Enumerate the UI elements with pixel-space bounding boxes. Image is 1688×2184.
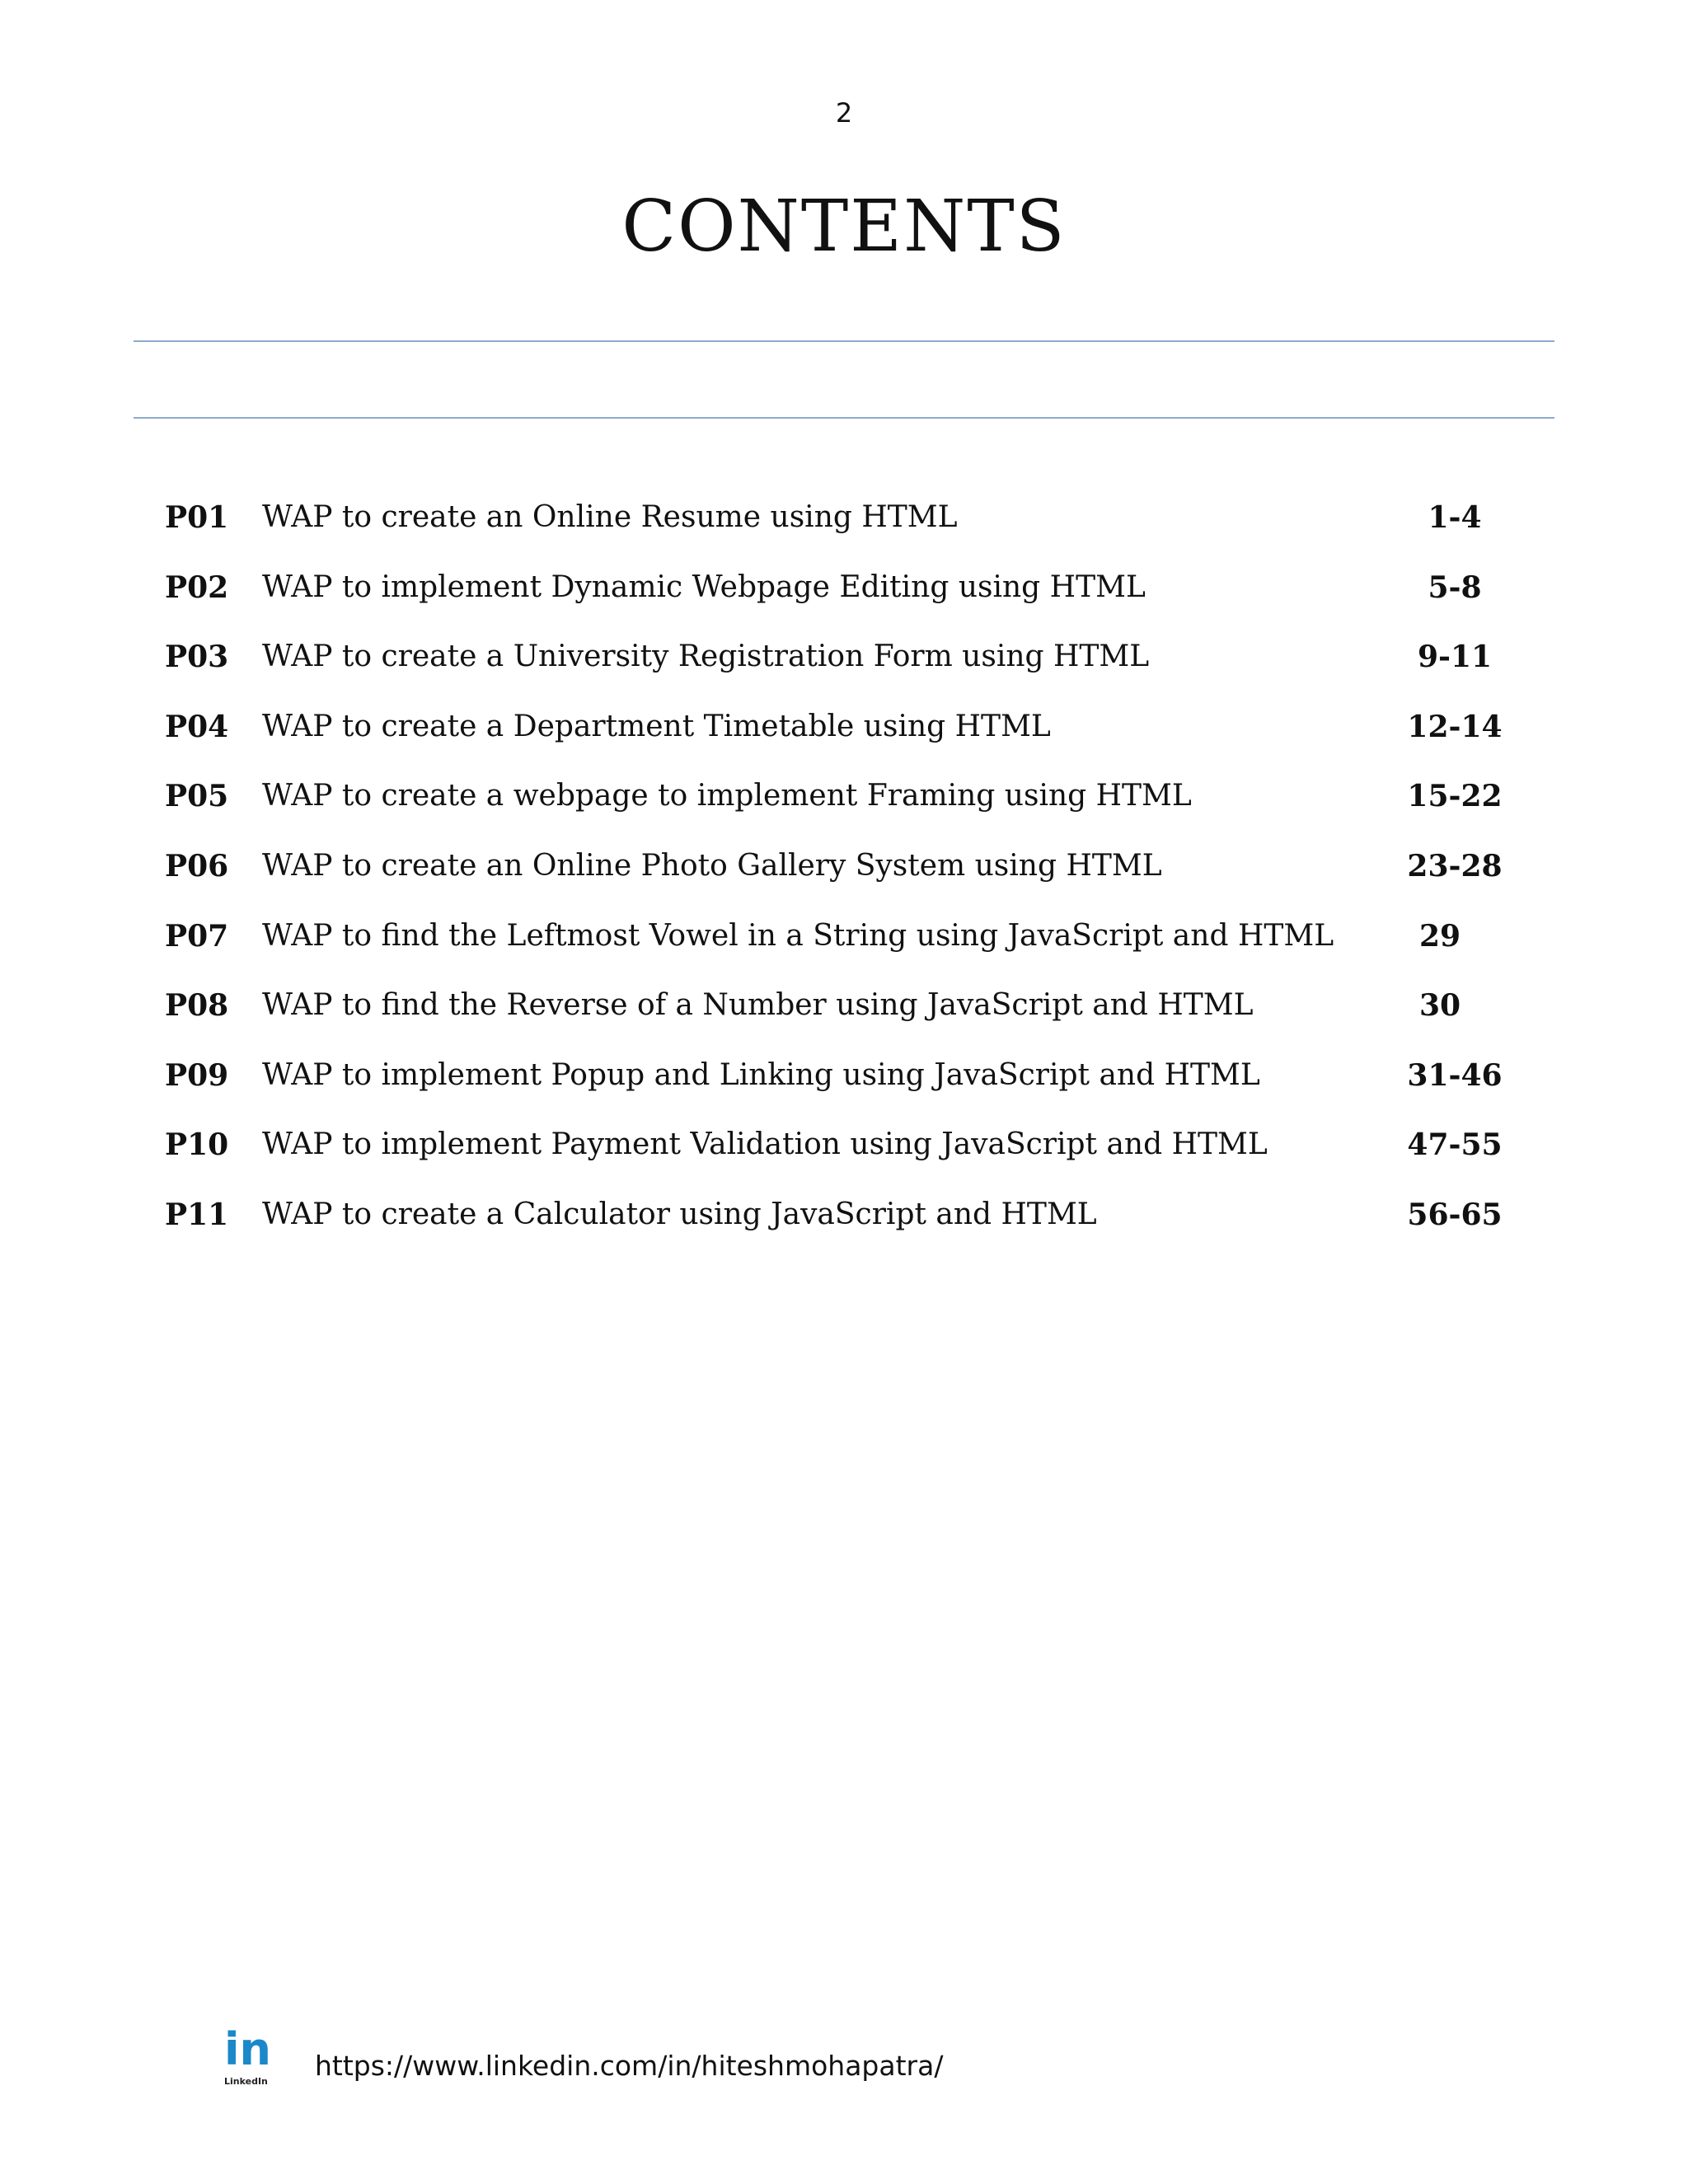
toc-row <box>0 843 1688 913</box>
toc-code: P03 <box>165 640 229 675</box>
toc-pages: 31-46 <box>1407 1057 1503 1093</box>
toc-description: WAP to find the Reverse of a Number using JavaScript and HTML <box>262 988 1254 1023</box>
toc-pages: 5-8 <box>1428 569 1482 605</box>
toc-row <box>0 982 1688 1052</box>
toc-pages: 30 <box>1419 988 1461 1024</box>
toc-description: WAP to create a Department Timetable using HTML <box>262 709 1051 743</box>
toc-code: P10 <box>165 1127 229 1163</box>
toc-pages: 56-65 <box>1407 1197 1503 1232</box>
toc-code: P02 <box>165 569 229 605</box>
divider-bottom <box>134 417 1554 419</box>
toc-pages: 9-11 <box>1417 640 1493 675</box>
toc-description: WAP to implement Payment Validation using JavaScript and HTML <box>262 1127 1268 1162</box>
toc-description: WAP to create an Online Resume using HTML <box>262 500 958 534</box>
toc-row <box>0 494 1688 565</box>
toc-description: WAP to create a University Registration Form using HTML <box>262 640 1150 674</box>
toc-description: WAP to implement Popup and Linking using JavaScript and HTML <box>262 1057 1260 1092</box>
toc-code: P06 <box>165 848 229 883</box>
toc-pages: 12-14 <box>1407 709 1503 744</box>
toc-pages: 1-4 <box>1428 500 1482 535</box>
toc-description: WAP to find the Leftmost Vowel in a String using JavaScript and HTML <box>262 918 1334 953</box>
page-number: 2 <box>835 97 853 129</box>
table-of-contents <box>0 494 1688 1262</box>
toc-code: P04 <box>165 709 229 744</box>
toc-pages: 47-55 <box>1407 1127 1503 1163</box>
toc-pages: 15-22 <box>1407 779 1503 814</box>
divider-top <box>134 340 1554 342</box>
linkedin-logo-caption: LinkedIn <box>224 2076 268 2087</box>
toc-code: P05 <box>165 779 229 814</box>
toc-code: P08 <box>165 988 229 1024</box>
toc-description: WAP to create a Calculator using JavaScript and HTML <box>262 1197 1097 1231</box>
toc-row <box>0 1192 1688 1262</box>
toc-code: P11 <box>165 1197 229 1232</box>
toc-pages: 29 <box>1419 918 1461 954</box>
toc-description: WAP to create a webpage to implement Framing using HTML <box>262 779 1192 813</box>
page-title: CONTENTS <box>621 185 1067 268</box>
linkedin-logo-mark: in <box>224 2023 271 2075</box>
profile-link[interactable]: https://www.linkedin.com/in/hiteshmohapatra/ <box>315 2050 944 2082</box>
toc-code: P09 <box>165 1057 229 1093</box>
toc-row <box>0 773 1688 843</box>
toc-description: WAP to create an Online Photo Gallery System using HTML <box>262 848 1162 883</box>
toc-row <box>0 634 1688 704</box>
toc-row <box>0 565 1688 635</box>
toc-row <box>0 1052 1688 1122</box>
toc-description: WAP to implement Dynamic Webpage Editing using HTML <box>262 569 1146 604</box>
toc-row <box>0 913 1688 983</box>
toc-code: P07 <box>165 918 229 954</box>
toc-row <box>0 1122 1688 1192</box>
toc-pages: 23-28 <box>1407 848 1503 883</box>
toc-row <box>0 704 1688 774</box>
linkedin-icon <box>223 2023 272 2089</box>
toc-code: P01 <box>165 500 229 535</box>
